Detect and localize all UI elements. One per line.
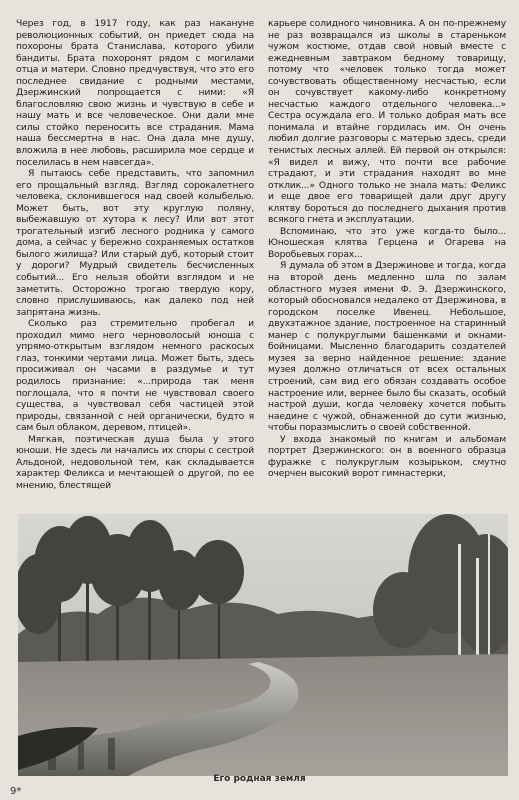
paragraph: Я пытаюсь себе представить, что запомнил его прощальный взгляд. Взгляд сорокалетнего человека, склонившегося над своей колыбелью. Может быть, вот эту круглую поляну, выбежавшую от хутора к лесу? Или вот этот трогательный изгиб лесного родника у самого дома, а сейчас у бережно сохраняемых остатков былого жилища? Или старый дуб, который стоит у дороги? Мудрый свидетель бесчисленных событий... Его нельзя обойти взглядом и не заметить. Осторожно трогаю твердую кору, словно прислушиваюсь, как далеко под ней запрятана жизнь.	[16, 168, 254, 318]
paragraph: Мягкая, поэтическая душа была у этого юноши. Не здесь ли начались их споры с сестрой Альдоной, недовольной тем, как складывается характер Феликса и мечтающей о другой, по ее мнению, блестящей	[16, 433, 254, 491]
paragraph: Вспоминаю, что это уже когда-то было... Юношеская клятва Герцена и Огарева на Воробьевых горах...	[268, 225, 506, 260]
paragraph: Сколько раз стремительно пробегал и проходил мимо него черноволосый юноша с упрямо-открытым взглядом немного раскосых глаз, тонкими чертами лица. Может быть, здесь просиживал он часами в раздумье и тут родилось признание: «...природа так меня поглощала, что я почти не чувствовал своего существа, а чувствовал себя частицей этой природы, связанной с ней органически, будто я сам был облаком, деревом, птицей».	[16, 318, 254, 434]
right-column	[268, 18, 506, 506]
paragraph: У входа знакомый по книгам и альбомам портрет Дзержинского: он в военного образца фуражке с полукруглым козырьком, смутно очерчен высокий ворот гимнастерки,	[268, 433, 506, 480]
article-text	[16, 18, 506, 506]
paragraph: карьере солидного чиновника. А он по-прежнему не раз возвращался из школы в стареньком чужом костюме, отдав свой новый вместе с ежедневным завтраком бедному товарищу, потому что «человек только тогда может сочувствовать общественному несчастью, если он сочувствует какому-либо конкретному несчастью каждого отдельного человека...» Сестра осуждала его. И только добрая мать все понимала и втайне гордилась им. Он очень любил долгие разговоры с матерью здесь, среди тенистых лесных аллей. Ей первой он открылся: «Я видел и вижу, что почти все рабочие страдают, и эти страдания находят во мне отклик...» Одного только не знала мать: Феликс и еще двое его товарищей дали друг другу клятву бороться до последнего дыхания против всякого гнета и эксплуатации.	[268, 18, 506, 226]
paragraph: Я думала об этом в Дзержинове и тогда, когда на второй день медленно шла по залам областного музея имени Ф. Э. Дзержинского, который обосновался недалеко от Дзержинова, в городском поселке Ивенец. Небольшое, двухэтажное здание, построенное на старинный манер с полукруглыми башенками и окнами-бойницами. Мысленно благодарить создателей музея за верно найденное решение: здание музея должно отличаться от всех остальных строений, сам вид его обязан создавать особое настроение или, вернее было бы сказать, особый настрой души, когда человеку хочется побыть наедине с чужой, обнаженной до сути жизнью, чтобы поразмыслить о своей собственной.	[268, 260, 506, 434]
page-number: 9*	[10, 786, 22, 797]
paragraph: Через год, в 1917 году, как раз накануне революционных событий, он приедет сюда на похороны брата Станислава, которого убили бандиты. Брата похоронят рядом с могилами отца и матери. Словно предчувствуя, что это его последнее свидание с родными местами, Дзержинский попрощается с ними: «Я благословляю свою жизнь и чувствую в себе и нашу мать и все человеческое. Они дали мне силы стойко переносить все страдания. Мама наша бессмертна в нас. Она дала мне душу, вложила в нее любовь, расширила мое сердце и поселилась в нем навсегда».	[16, 18, 254, 168]
left-column	[16, 18, 254, 506]
landscape-illustration	[18, 514, 508, 776]
photo-caption: Его родная земля	[213, 774, 306, 784]
landscape-photo	[18, 514, 508, 776]
